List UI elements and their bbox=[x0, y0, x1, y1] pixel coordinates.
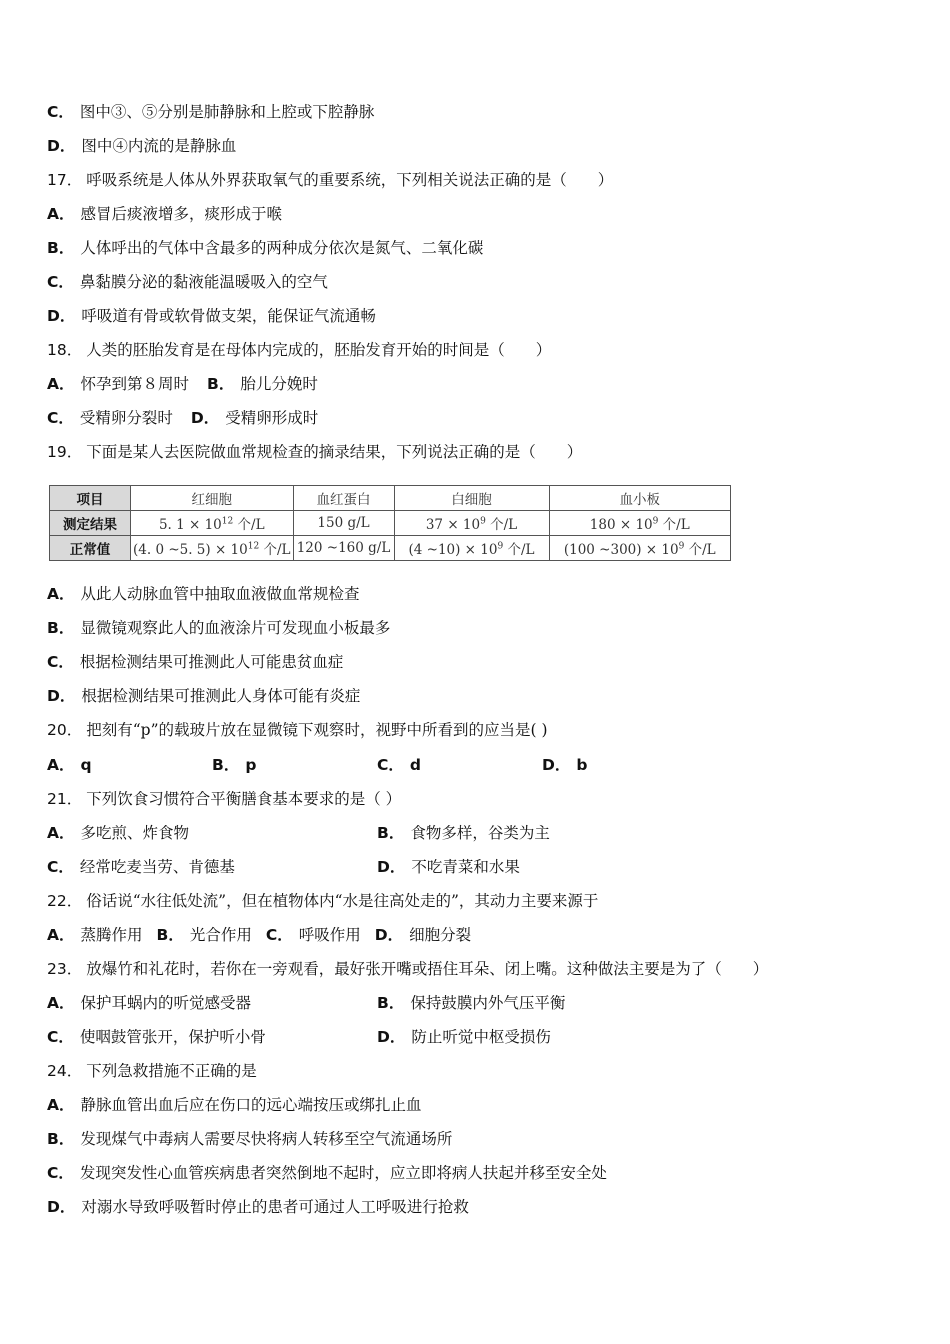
option-label: C． bbox=[47, 273, 74, 291]
question-number: 17． bbox=[47, 171, 83, 189]
option-text: 怀孕到第８周时 bbox=[80, 375, 190, 393]
question-number: 18． bbox=[47, 341, 83, 359]
q18-options-ab bbox=[47, 374, 318, 394]
q22-option-b: B． 光合作用 bbox=[156, 926, 252, 944]
question-text: 俗话说“水往低处流”，但在植物体内“水是往高处走的”，其动力主要来源于 bbox=[86, 892, 599, 910]
q20-stem bbox=[47, 720, 548, 740]
option-text: 人体呼出的气体中含最多的两种成分依次是氮气、二氧化碳 bbox=[80, 239, 484, 257]
table-header-row bbox=[50, 486, 731, 511]
table-cell: 5. $1 \times 10^{12}$ 个/L bbox=[131, 511, 294, 536]
q21-options-cd bbox=[47, 857, 747, 877]
q24-option-d bbox=[47, 1197, 469, 1217]
q23-options-cd bbox=[47, 1027, 747, 1047]
q17-option-c bbox=[47, 272, 328, 292]
q23-options-ab bbox=[47, 993, 747, 1013]
q16-option-d bbox=[47, 136, 236, 156]
question-text: 人类的胚胎发育是在母体内完成的，胚胎发育开始的时间是（ ） bbox=[86, 341, 552, 359]
q21-option-a: A． 多吃煎、炸食物 bbox=[47, 824, 190, 842]
q17-stem bbox=[47, 170, 613, 190]
row-label: 正常值 bbox=[50, 536, 131, 561]
q23-option-c: C． 使咽鼓管张开，保护听小骨 bbox=[47, 1028, 266, 1046]
table-header-cell: 血红蛋白 bbox=[293, 486, 394, 511]
q22-option-a: A． 蒸腾作用 bbox=[47, 926, 143, 944]
option-label: C． bbox=[47, 103, 74, 121]
q24-option-b bbox=[47, 1129, 452, 1149]
q23-option-b: B． 保持鼓膜内外气压平衡 bbox=[377, 994, 566, 1012]
q19-option-b bbox=[47, 618, 390, 638]
question-number: 20． bbox=[47, 721, 83, 739]
q20-options bbox=[47, 755, 647, 775]
question-number: 21． bbox=[47, 790, 83, 808]
option-label: D． bbox=[47, 307, 76, 325]
option-label: C． bbox=[47, 409, 74, 427]
option-label: B． bbox=[47, 619, 75, 637]
question-number: 19． bbox=[47, 443, 83, 461]
question-text: 呼吸系统是人体从外界获取氧气的重要系统，下列相关说法正确的是（ ） bbox=[86, 171, 614, 189]
table-cell: 120 ~160 g/L bbox=[293, 536, 394, 561]
option-label: D． bbox=[47, 1198, 76, 1216]
question-text: 把刻有“p”的载玻片放在显微镜下观察时，视野中所看到的应当是( ) bbox=[86, 721, 548, 739]
q18-stem bbox=[47, 340, 551, 360]
option-label: D． bbox=[190, 409, 220, 427]
q23-stem bbox=[47, 959, 768, 979]
q23-option-d: D． 防止听觉中枢受损伤 bbox=[377, 1028, 551, 1046]
q20-option-d: D． b bbox=[542, 756, 588, 774]
question-text: 下面是某人去医院做血常规检查的摘录结果，下列说法正确的是（ ） bbox=[86, 443, 583, 461]
option-text: 发现突发性心血管疾病患者突然倒地不起时，应立即将病人扶起并移至安全处 bbox=[79, 1164, 607, 1182]
row-label: 测定结果 bbox=[50, 511, 131, 536]
option-text: 发现煤气中毒病人需要尽快将病人转移至空气流通场所 bbox=[80, 1130, 453, 1148]
table-cell: (4. 0 ~5. $5) \times 10^{12}$ 个/L bbox=[131, 536, 294, 561]
table-header-cell: 血小板 bbox=[549, 486, 731, 511]
option-label: D． bbox=[47, 687, 76, 705]
q21-option-b: B． 食物多样，谷类为主 bbox=[377, 824, 550, 842]
option-text: 显微镜观察此人的血液涂片可发现血小板最多 bbox=[80, 619, 391, 637]
q21-option-c: C． 经常吃麦当劳、肯德基 bbox=[47, 858, 235, 876]
option-label: C． bbox=[47, 653, 74, 671]
table-row bbox=[50, 536, 731, 561]
q22-option-d: D． 细胞分裂 bbox=[374, 926, 472, 944]
q19-option-c bbox=[47, 652, 343, 672]
q21-options-ab bbox=[47, 823, 747, 843]
q21-stem bbox=[47, 789, 401, 809]
table-cell: (4 ~10) × $10^9$ 个/L bbox=[394, 536, 549, 561]
option-label: A． bbox=[47, 585, 75, 603]
table-header-cell: 白细胞 bbox=[394, 486, 549, 511]
question-number: 23． bbox=[47, 960, 83, 978]
option-label: A． bbox=[47, 205, 75, 223]
option-text: 胎儿分娩时 bbox=[240, 375, 318, 393]
question-number: 22． bbox=[47, 892, 83, 910]
table-cell: $180 \times 10^9$ 个/L bbox=[549, 511, 731, 536]
question-text: 下列饮食习惯符合平衡膳食基本要求的是（ ） bbox=[86, 790, 402, 808]
option-label: C． bbox=[47, 1164, 74, 1182]
table-row bbox=[50, 511, 731, 536]
option-text: 受精卵分裂时 bbox=[79, 409, 173, 427]
q22-stem bbox=[47, 891, 598, 911]
q24-option-a bbox=[47, 1095, 422, 1115]
option-label: B． bbox=[207, 375, 235, 393]
table-header-cell: 项目 bbox=[50, 486, 131, 511]
question-text: 放爆竹和礼花时，若你在一旁观看，最好张开嘴或捂住耳朵、闭上嘴。这种做法主要是为了（ ） bbox=[86, 960, 769, 978]
q21-option-d: D． 不吃青菜和水果 bbox=[377, 858, 520, 876]
option-label: B． bbox=[47, 239, 75, 257]
option-text: 根据检测结果可推测此人可能患贫血症 bbox=[79, 653, 344, 671]
question-number: 24． bbox=[47, 1062, 83, 1080]
q20-option-a: A． q bbox=[47, 756, 92, 774]
q24-option-c bbox=[47, 1163, 607, 1183]
option-text: 鼻黏膜分泌的黏液能温暖吸入的空气 bbox=[79, 273, 328, 291]
q17-option-d bbox=[47, 306, 376, 326]
option-label: A． bbox=[47, 375, 75, 393]
q19-option-a bbox=[47, 584, 360, 604]
q20-option-b: B． p bbox=[212, 756, 257, 774]
option-label: D． bbox=[47, 137, 76, 155]
q20-option-c: C． d bbox=[377, 756, 421, 774]
option-label: B． bbox=[47, 1130, 75, 1148]
table-header-cell: 红细胞 bbox=[131, 486, 294, 511]
q16-option-c bbox=[47, 102, 374, 122]
option-text: 呼吸道有骨或软骨做支架，能保证气流通畅 bbox=[81, 307, 376, 325]
table-cell: $37 \times 10^9$ 个/L bbox=[394, 511, 549, 536]
q19-option-d bbox=[47, 686, 360, 706]
option-text: 图中③、⑤分别是肺静脉和上腔或下腔静脉 bbox=[79, 103, 375, 121]
option-text: 对溺水导致呼吸暂时停止的患者可通过人工呼吸进行抢救 bbox=[81, 1198, 469, 1216]
q23-option-a: A． 保护耳蜗内的听觉感受器 bbox=[47, 994, 252, 1012]
option-text: 根据检测结果可推测此人身体可能有炎症 bbox=[81, 687, 361, 705]
q17-option-a bbox=[47, 204, 282, 224]
question-text: 下列急救措施不正确的是 bbox=[86, 1062, 257, 1080]
table-cell: 150 g/L bbox=[293, 511, 394, 536]
q22-option-c: C． 呼吸作用 bbox=[265, 926, 361, 944]
table-cell: (100 ~300) × $10^9$ 个/L bbox=[549, 536, 731, 561]
q24-stem bbox=[47, 1061, 257, 1081]
q18-options-cd bbox=[47, 408, 318, 428]
option-text: 受精卵形成时 bbox=[225, 409, 319, 427]
option-text: 从此人动脉血管中抽取血液做血常规检查 bbox=[80, 585, 360, 603]
blood-test-table bbox=[49, 485, 731, 561]
option-text: 图中④内流的是静脉血 bbox=[81, 137, 237, 155]
option-text: 感冒后痰液增多，痰形成于喉 bbox=[80, 205, 283, 223]
q19-stem bbox=[47, 442, 582, 462]
option-label: A． bbox=[47, 1096, 75, 1114]
q22-options bbox=[47, 925, 471, 945]
q17-option-b bbox=[47, 238, 483, 258]
option-text: 静脉血管出血后应在伤口的远心端按压或绑扎止血 bbox=[80, 1096, 422, 1114]
